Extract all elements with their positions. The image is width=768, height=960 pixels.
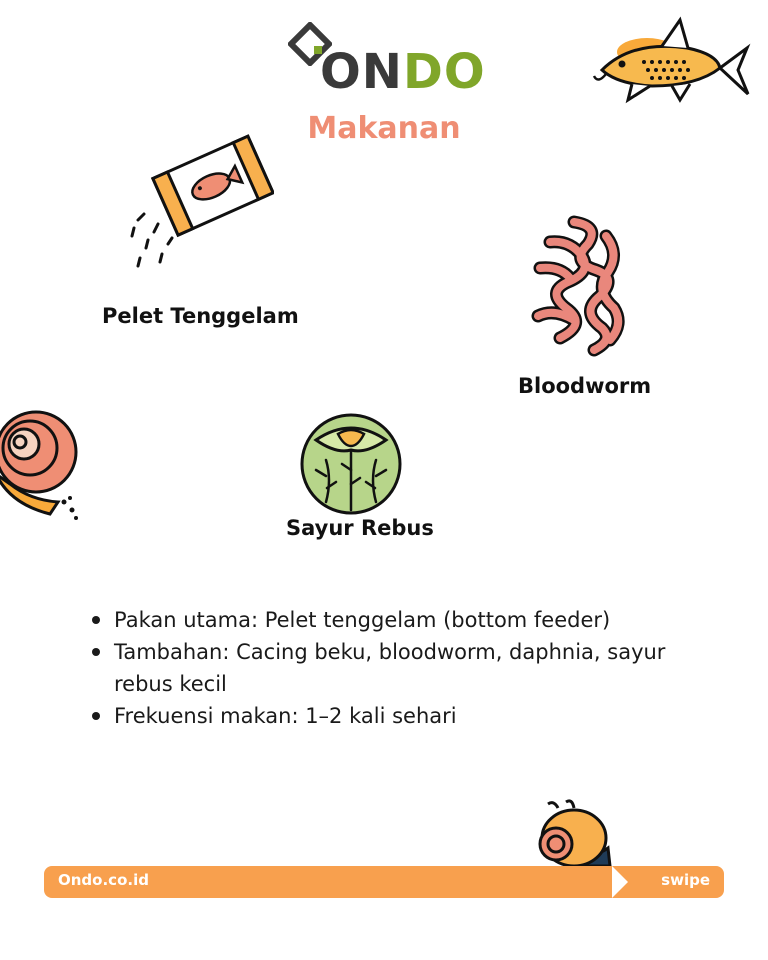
catfish-icon [592,14,752,106]
list-item: Pakan utama: Pelet tenggelam (bottom feeder) [90,604,690,636]
food-label-sayur: Sayur Rebus [286,516,434,540]
small-snail-icon [528,798,612,868]
swipe-label: swipe [661,871,710,889]
food-label-bloodworm: Bloodworm [518,374,652,398]
brand-name: ONDO [320,44,486,100]
feeding-info-list [90,604,690,732]
footer-site-link[interactable]: Ondo.co.id [58,871,149,889]
fish-food-pack-icon [124,128,274,274]
swipe-arrow-icon [612,866,628,898]
bloodworm-icon [530,212,630,360]
food-label-pelet: Pelet Tenggelam [102,304,299,328]
cabbage-icon [296,410,406,516]
page-title: Makanan [307,111,461,146]
snail-icon [0,404,84,522]
list-item: Frekuensi makan: 1–2 kali sehari [90,700,690,732]
swipe-button[interactable] [624,866,724,898]
list-item: Tambahan: Cacing beku, bloodworm, daphnia, sayur rebus kecil [90,636,690,700]
